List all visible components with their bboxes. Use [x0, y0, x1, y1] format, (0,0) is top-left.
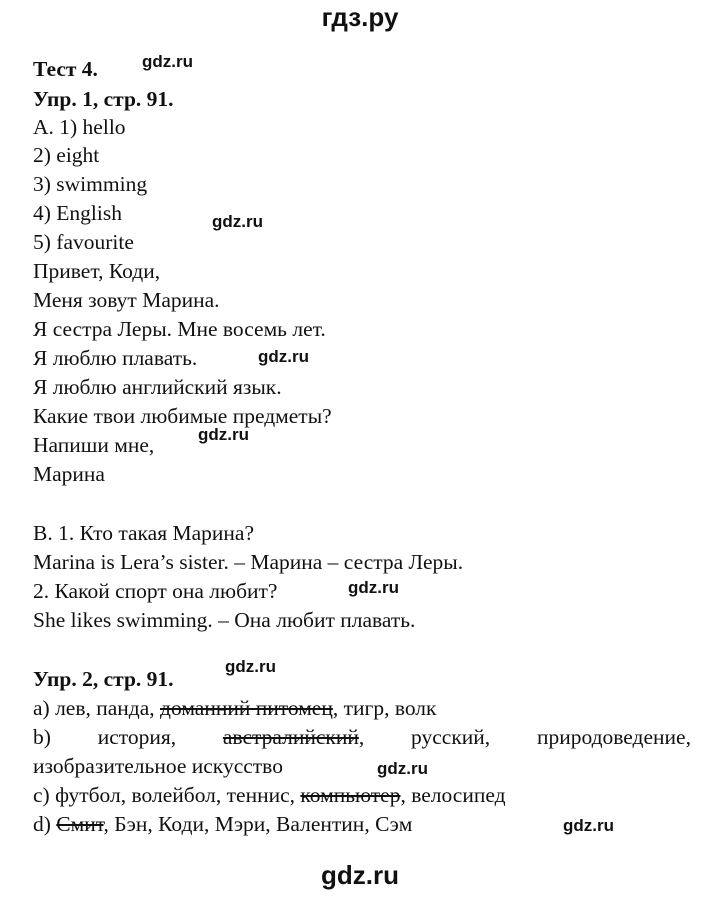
- letter-line: Меня зовут Марина.: [33, 288, 220, 312]
- answer-line: 5) favourite: [33, 230, 134, 254]
- answer-b: [33, 723, 691, 751]
- answer-a: [33, 694, 436, 722]
- letter-line: Я люблю английский язык.: [33, 375, 282, 399]
- struck-word: австралийский: [222, 725, 359, 749]
- answer-b-text: b): [33, 725, 51, 749]
- answer-b-text: ,: [358, 725, 365, 749]
- watermark: gdz.ru: [258, 347, 309, 366]
- letter-line: Я люблю плавать.: [33, 346, 198, 370]
- watermark: gdz.ru: [212, 212, 263, 231]
- part-b-line: B. 1. Кто такая Марина?: [33, 521, 254, 545]
- answer-c: [33, 781, 506, 809]
- watermark: gdz.ru: [348, 578, 399, 597]
- struck-word: доманний питомец: [160, 696, 333, 720]
- answer-line: 4) English: [33, 201, 122, 225]
- letter-line: Какие твои любимые предметы?: [33, 404, 332, 428]
- letter-line: Я сестра Леры. Мне восемь лет.: [33, 317, 326, 341]
- watermark: gdz.ru: [225, 657, 276, 676]
- exercise-2-heading: Упр. 2, стр. 91.: [33, 667, 174, 691]
- answer-a-text: , тигр, волк: [332, 696, 437, 720]
- letter-line: Привет, Коди,: [33, 259, 161, 283]
- watermark: gdz.ru: [377, 759, 428, 778]
- answer-b-line-2: изобразительное искусство: [33, 754, 283, 778]
- answer-c-text: c) футбол, волейбол, теннис,: [33, 783, 301, 807]
- letter-line: Марина: [33, 462, 105, 486]
- answer-line: A. 1) hello: [33, 115, 126, 139]
- answer-b-struck-group: [223, 723, 364, 751]
- answer-b-text: природоведение,: [536, 725, 691, 749]
- exercise-1-heading: Упр. 1, стр. 91.: [33, 87, 174, 111]
- answer-line: 3) swimming: [33, 172, 148, 196]
- answer-d-text: d): [33, 812, 57, 836]
- test-title: Тест 4.: [33, 57, 98, 81]
- part-b-line: 2. Какой спорт она любит?: [33, 579, 278, 603]
- watermark: gdz.ru: [563, 816, 614, 835]
- site-header: гдз.ру: [321, 2, 399, 32]
- watermark: gdz.ru: [198, 425, 249, 444]
- site-footer: gdz.ru: [321, 860, 399, 890]
- part-b-line: Marina is Lera’s sister. – Марина – сестра Леры.: [33, 550, 464, 574]
- answer-c-text: , велосипед: [400, 783, 506, 807]
- watermark: gdz.ru: [142, 52, 193, 71]
- answer-b-text: русский,: [411, 725, 491, 749]
- part-b-line: She likes swimming. – Она любит плавать.: [33, 608, 416, 632]
- answer-a-text: a) лев, панда,: [33, 696, 161, 720]
- letter-line: Напиши мне,: [33, 433, 155, 457]
- answer-d: [33, 810, 412, 838]
- struck-word: компьютер: [300, 783, 401, 807]
- answer-b-text: история,: [97, 725, 177, 749]
- struck-word: Смит: [56, 812, 104, 836]
- answer-d-text: , Бэн, Коди, Мэри, Валентин, Сэм: [103, 812, 413, 836]
- answer-line: 2) eight: [33, 143, 100, 167]
